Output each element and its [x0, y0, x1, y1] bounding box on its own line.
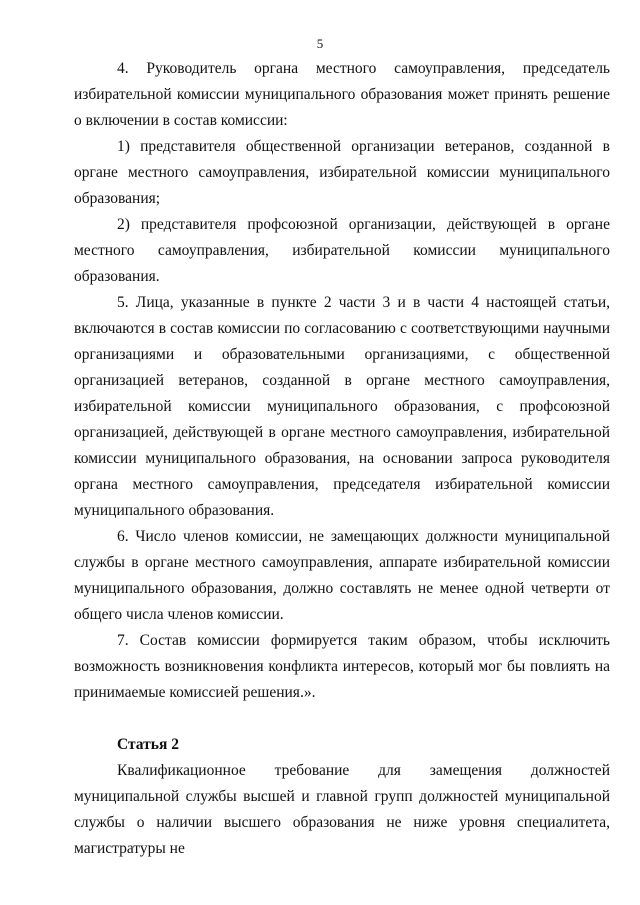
article-heading: Статья 2 — [117, 736, 179, 753]
paragraph-4: 4. Руководитель органа местного самоуправления, председатель избирательной комиссии муниципального образования может принять решение о включении в состав комиссии: — [74, 60, 610, 129]
paragraph-5: 5. Лица, указанные в пункте 2 части 3 и в части 4 настоящей статьи, включаются в состав комиссии по согласованию с соответствующими научными организациями и образовательными организациями, с общественной организацией ветеранов, созданной в органе местного самоуправления, избирательной комиссии муниципального образования, с профсоюзной организацией, действующей в органе местного самоуправления, избирательной комиссии муниципального образования, на основании запроса руководителя органа местного самоуправления, председателя избирательной комиссии муниципального образования. — [74, 294, 610, 519]
article-2-paragraph: Квалификационное требование для замещения должностей муниципальной службы высшей и главной групп должностей муниципальной службы о наличии высшего образования не ниже уровня специалитета, магистратуры не — [74, 762, 610, 857]
document-body — [74, 56, 610, 862]
paragraph-7: 7. Состав комиссии формируется таким образом, чтобы исключить возможность возникновения конфликта интересов, который мог бы повлиять на принимаемые комиссией решения.». — [74, 632, 610, 701]
page-number: 5 — [316, 36, 324, 51]
paragraph-6: 6. Число членов комиссии, не замещающих должности муниципальной службы в органе местного самоуправления, аппарате избирательной комиссии муниципального образования, должно составлять не менее одной четверти от общего числа членов комиссии. — [74, 528, 610, 623]
paragraph-4-item-2: 2) представителя профсоюзной организации, действующей в органе местного самоуправления, избирательной комиссии муниципального образования. — [74, 216, 610, 285]
paragraph-4-item-1: 1) представителя общественной организации ветеранов, созданной в органе местного самоуправления, избирательной комиссии муниципального образования; — [74, 138, 610, 207]
section-gap — [74, 706, 610, 732]
